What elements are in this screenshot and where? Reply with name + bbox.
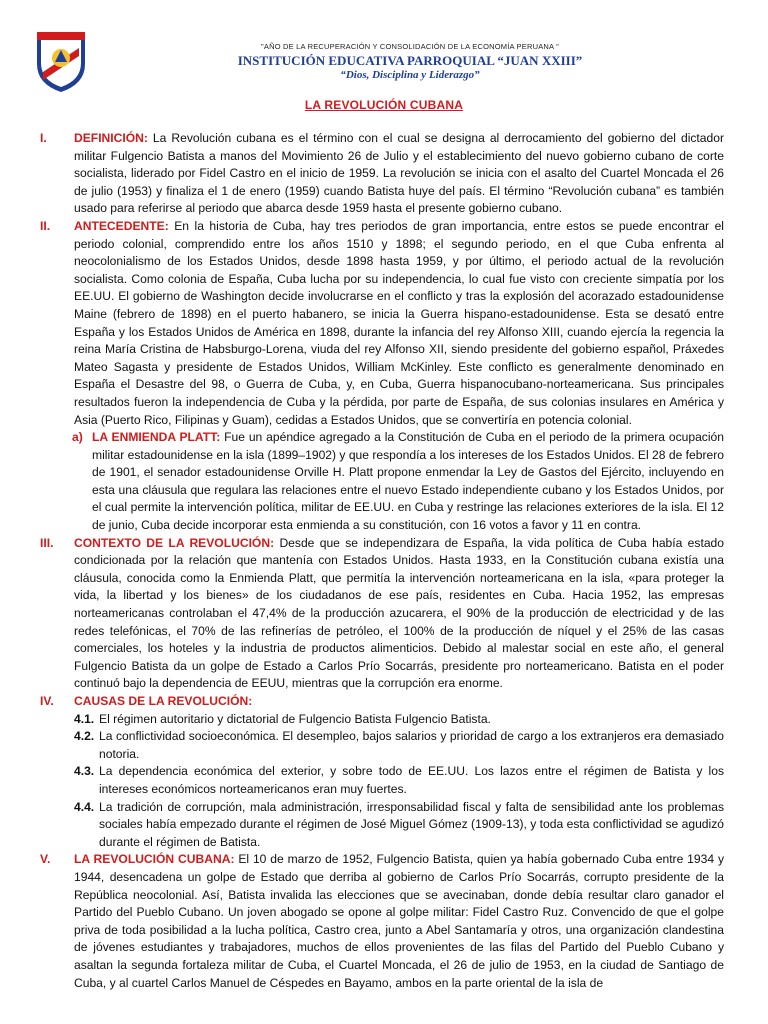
section-number: IV. <box>40 694 54 708</box>
list-item <box>40 711 724 729</box>
list-item <box>40 799 724 852</box>
subsection-heading: LA ENMIENDA PLATT: <box>92 430 221 445</box>
section-definicion <box>40 130 724 218</box>
section-text: La Revolución cubana es el término con el cual se designa al derrocamiento del gobierno del dictador militar Fulgencio Batista a manos del Movimiento 26 de Julio y el establecimiento del nuevo gobierno cubano de corte socialista, liderado por Fidel Castro en el inicio de 1959. La revolución se inicia con el asalto del Cuartel Moncada el 26 de julio (1953) y finaliza el 1 de enero (1959) cuando Batista huye del país. El término “Revolución cubana” es también usado para referirse al periodo que abarca desde 1959 hasta el presente gobierno cubano. <box>74 131 724 216</box>
section-heading: CONTEXTO DE LA REVOLUCIÓN: <box>74 535 275 550</box>
document-body <box>40 130 724 992</box>
item-text: El régimen autoritario y dictatorial de Fulgencio Batista Fulgencio Batista. <box>99 711 491 726</box>
list-item <box>40 728 724 763</box>
section-antecedente <box>40 218 724 429</box>
item-number: 4.3. <box>74 764 95 779</box>
section-number: II. <box>40 218 51 233</box>
item-number: 4.2. <box>74 729 95 744</box>
section-heading: DEFINICIÓN: <box>74 131 148 145</box>
subsection-label: a) <box>72 430 83 445</box>
item-text: La dependencia económica del exterior, y sobre todo de EE.UU. Los lazos entre el régimen de Batista y los intereses económicos norteamericanos eran muy fuertes. <box>99 764 724 796</box>
item-text: La tradición de corrupción, mala administración, irresponsabilidad fiscal y falta de sensibilidad ante los problemas sociales había empezado durante el régimen de José Miguel Gómez (1909-13), y toda esta conflictividad se agudizó durante el régimen de Batista. <box>99 799 724 849</box>
item-number: 4.4. <box>74 799 95 814</box>
section-contexto <box>40 535 724 693</box>
year-motto: "AÑO DE LA RECUPERACIÓN Y CONSOLIDACIÓN DE LA ECONOMÍA PERUANA " <box>261 42 559 51</box>
section-number: III. <box>40 535 54 550</box>
section-number: I. <box>40 131 47 145</box>
institution-tagline: “Dios, Disciplina y Liderazgo” <box>340 69 480 81</box>
list-item <box>40 763 724 798</box>
subsection-text: Fue un apéndice agregado a la Constitución de Cuba en el periodo de la primera ocupación militar estadounidense en la isla (1899–1902) y que respondía a los intereses de los Estados Unidos. El 28 de febrero de 1901, el senador estadounidense Orville H. Platt propone enmendar la Ley de Gastos del Ejército, incluyendo en esta una cláusula que regulara las relaciones entre el nuevo Estado independiente cubano y los Estados Unidos, por el cual permite la intervención política, militar de EE.UU. en Cuba y restringe las relaciones exteriores de la isla. El 12 de junio, Cuba decide incorporar esta enmienda a su constitución, con 16 votos a favor y 11 en contra. <box>92 430 724 533</box>
institution-name: INSTITUCIÓN EDUCATIVA PARROQUIAL “JUAN XXIII” <box>237 53 583 68</box>
subsection-enmienda-platt <box>40 429 724 535</box>
item-text: La conflictividad socioeconómica. El desempleo, bajos salarios y prioridad de cargo a los extranjeros era demasiado notoria. <box>99 729 724 761</box>
document-title: LA REVOLUCIÓN CUBANA <box>304 98 464 112</box>
section-text: Desde que se independizara de España, la vida política de Cuba había estado condicionada por la relación que mantenía con Estados Unidos. Hasta 1933, en la Constitución cubana existía una cláusula, conocida como la Enmienda Platt, que permitía la intervención norteamericana en la isla, «para proteger la vida, la libertad y los bienes» de los ciudadanos de ese país, residentes en Cuba. Hacia 1952, las empresas norteamericanas controlaban el 47,4% de la producción azucarera, el 90% de la producción de electricidad y de las redes telefónicas, el 70% de las refinerías de petróleo, el 100% de la producción de níquel y el 25% de las casas comerciales, los hoteles y la industria de productos alimenticios. Debido al malestar social en este año, el general Fulgencio Batista da un golpe de Estado a Carlos Prío Socarrás, presidente pro norteamericano. Batista en el poder continuó bajo la dependencia de EEUU, mientras que la corrupción era enorme. <box>74 535 724 691</box>
section-text: En la historia de Cuba, hay tres periodos de gran importancia, entre estos se puede encontrar el periodo colonial, comprendido entre los años 1510 y 1898; el segundo periodo, en el que Cuba enfrenta al neocolonialismo de los Estados Unidos, desde 1898 hasta 1959, y por último, el periodo actual de la revolución socialista. Como colonia de España, Cuba lucha por su independencia, lo cual fue visto con creciente simpatía por los EE.UU. El gobierno de Washington decide involucrarse en el conflicto y tras la explosión del acorazado estadounidense Maine (febrero de 1898) en el puerto habanero, se inicia la Guerra hispano-estadounidense. Esta se desató entre España y los Estados Unidos de América en 1898, durante la infancia del rey Alfonso XIII, cuando ejercía la regencia la reina María Cristina de Habsburgo-Lorena, viuda del rey Alfonso XII, siendo presidente del gobierno español, Práxedes Mateo Sagasta y presidente de Estados Unidos, William McKinley. Este conflicto es generalmente denominado en España el Desastre del 98, o Guerra de Cuba, y, en Cuba, Guerra hispanocubano-norteamericana. Sus principales resultados fueron la independencia de Cuba y la pérdida, por parte de España, de sus colonias insulares en América y Asia (Puerto Rico, Filipinas y Guam), cedidas a Estados Unidos, que se convertiría en potencia colonial. <box>74 218 724 427</box>
item-number: 4.1. <box>74 711 95 726</box>
section-heading: CAUSAS DE LA REVOLUCIÓN: <box>74 694 253 708</box>
section-text: El 10 de marzo de 1952, Fulgencio Batista, quien ya había gobernado Cuba entre 1934 y 1944, desencadena un golpe de Estado que derriba al gobierno de Carlos Prío Socarrás, corrupto presidente de la República neocolonial. Así, Batista invalida las elecciones que se avecinaban, donde debía resultar claro ganador el Partido del Pueblo Cubano. Un joven abogado se opone al golpe militar: Fidel Castro Ruz. Convencido de que el golpe priva de toda posibilidad a la lucha política, Castro crea, junto a Abel Santamaría y otros, una organización clandestina de jóvenes estudiantes y trabajadores, muchos de ellos provenientes de las filas del Partido del Pueblo Cubano y asaltan la segunda fortaleza militar de Cuba, el Cuartel Moncada, el 26 de julio de 1953, en la ciudad de Santiago de Cuba, y al cuartel Carlos Manuel de Céspedes en Bayamo, ambos en la parte oriental de la isla de <box>74 852 724 990</box>
section-heading: LA REVOLUCIÓN CUBANA: <box>74 852 235 867</box>
section-number: V. <box>40 852 51 867</box>
section-causas <box>40 693 724 711</box>
section-heading: ANTECEDENTE: <box>74 218 169 233</box>
school-logo <box>34 28 88 94</box>
section-revolucion-cubana <box>40 851 724 992</box>
document-header <box>0 0 768 100</box>
